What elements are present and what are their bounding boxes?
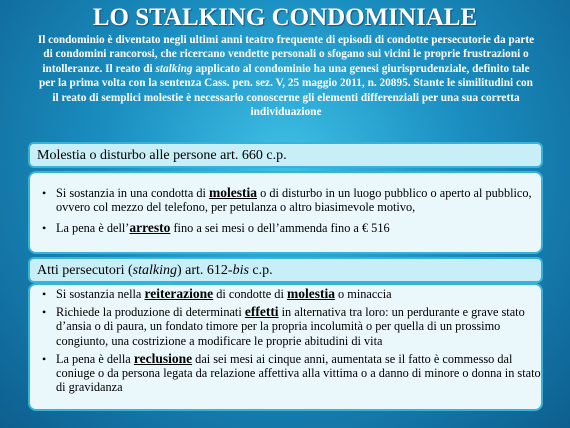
intro-text-1: Il condominio è diventato negli ultimi anni teatro frequente di episodi di condotte persecutorie da parte di condomini rancorosi, che ricercano vendette personali o sfogano sui vicini le proprie frustrazioni o intolleranze. Il reato di xyxy=(37,34,535,75)
slide-title: LO STALKING CONDOMINIALE xyxy=(92,4,478,31)
header-text: Atti persecutori ( xyxy=(37,263,133,278)
header-stalking: stalking xyxy=(132,263,177,278)
intro-paragraph xyxy=(36,33,536,119)
atti-bullet-pena xyxy=(30,352,541,395)
molestia-body xyxy=(28,171,543,254)
molestia-header xyxy=(28,142,543,168)
keyword-reiterazione: reiterazione xyxy=(144,286,214,301)
header-text: ) art. 612- xyxy=(176,263,233,278)
molestia-header-text: Molestia o disturbo alle persone art. 660 c.p. xyxy=(37,148,287,163)
keyword-effetti: effetti xyxy=(244,304,279,320)
keyword-reclusione: reclusione xyxy=(133,350,193,366)
bullet-text: dai sei mesi ai cinque anni, aumentata se il fatto è commesso dal coniuge o da persona legata da relazione affettiva alla vittima o a danno di minore o donna in stato di gravidanza xyxy=(56,351,541,395)
bullet-text: fino a sei mesi o dell’ammenda fino a € 516 xyxy=(170,221,390,236)
intro-text-2: applicato al condominio ha una genesi giurisprudenziale, definito tale per la prima volta con la sentenza Cass. pen. sez. V, 25 maggio 2011, n. 20895. Stante le similitudini con il reato di semplici molestie è necessario conoscerne gli elementi differenziali per una sua corretta individuazione xyxy=(39,62,533,119)
keyword-arresto: arresto xyxy=(129,220,171,236)
molestia-list xyxy=(30,186,541,236)
bullet-text: o minaccia xyxy=(334,287,392,301)
molestia-bullet-condotta xyxy=(30,186,541,214)
bullet-text: Si sostanzia nella xyxy=(56,287,145,301)
bullet-text: Richiede la produzione di determinati xyxy=(56,305,245,320)
atti-bullet-reiterazione xyxy=(30,287,541,301)
bullet-text: Si sostanzia in una condotta di xyxy=(56,186,210,200)
header-bis: bis xyxy=(232,263,249,278)
keyword-molestia: molestia xyxy=(286,286,335,301)
intro-stalking: stalking xyxy=(155,62,193,75)
atti-persecutori-list xyxy=(30,287,541,394)
bullet-text: di condotte di xyxy=(213,287,287,301)
bullet-text: La pena è della xyxy=(56,351,134,366)
keyword-molestia: molestia xyxy=(209,185,258,200)
header-text: c.p. xyxy=(248,263,273,278)
atti-bullet-effetti xyxy=(30,305,541,348)
bullet-text: o di disturbo in un luogo pubblico o aperto al pubblico, ovvero col mezzo del telefono, per petulanza o altro biasimevole motivo, xyxy=(56,186,532,215)
atti-persecutori-body xyxy=(28,283,543,411)
atti-persecutori-header xyxy=(28,257,543,283)
molestia-bullet-pena xyxy=(30,221,541,235)
bullet-text: La pena è dell’ xyxy=(56,221,130,236)
bullet-text: in alternativa tra loro: un perdurante e grave stato d’ansia o di paura, un fondato timore per la propria incolumità o per quella di un prossimo congiunto, una costrizione a modificare le proprie abitudini di vita xyxy=(56,305,525,348)
